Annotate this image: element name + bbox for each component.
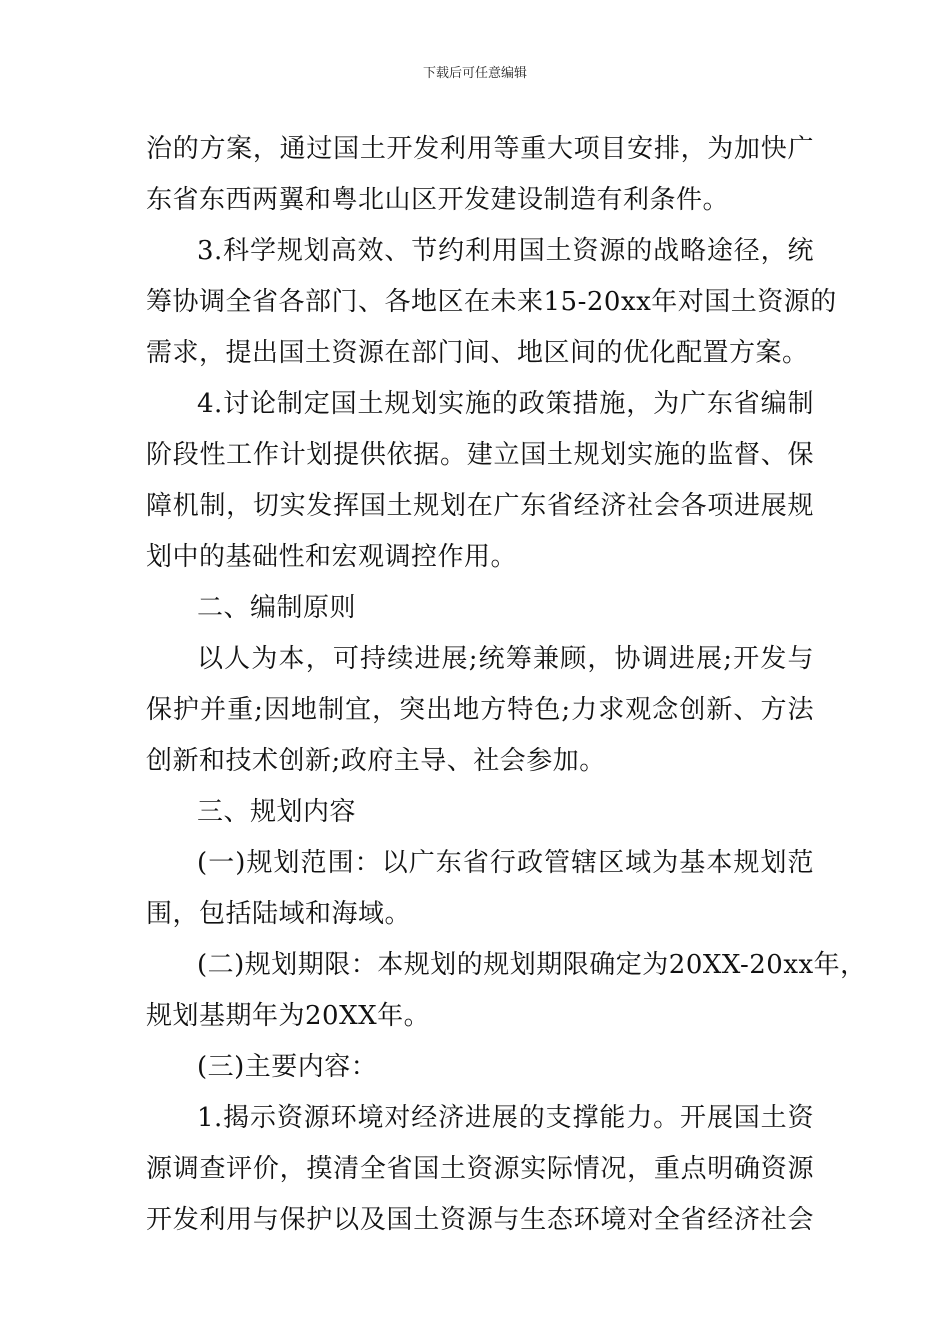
body-line: 障机制，切实发挥国土规划在广东省经济社会各项进展规 bbox=[146, 491, 814, 521]
body-line: 3.科学规划高效、节约利用国土资源的战略途径，统 bbox=[197, 236, 814, 266]
body-line: 围，包括陆域和海域。 bbox=[146, 899, 412, 929]
body-line: 4.讨论制定国土规划实施的政策措施，为广东省编制 bbox=[197, 389, 814, 419]
body-line: 以人为本，可持续进展;统筹兼顾，协调进展;开发与 bbox=[197, 644, 814, 674]
section-heading: 二、编制原则 bbox=[197, 593, 357, 623]
body-line: 治的方案，通过国土开发利用等重大项目安排，为加快广 bbox=[146, 134, 814, 164]
body-line: 划中的基础性和宏观调控作用。 bbox=[146, 542, 518, 572]
body-line: 创新和技术创新;政府主导、社会参加。 bbox=[146, 746, 606, 776]
subsection-heading: (三)主要内容： bbox=[197, 1052, 378, 1082]
body-line: (二)规划期限：本规划的规划期限确定为20XX-20xx年， bbox=[197, 950, 867, 980]
document-body bbox=[146, 124, 867, 1246]
body-line: 需求，提出国土资源在部门间、地区间的优化配置方案。 bbox=[146, 338, 809, 368]
body-line: 规划基期年为20XX年。 bbox=[146, 1001, 431, 1031]
body-line: (一)规划范围：以广东省行政管辖区域为基本规划范 bbox=[197, 848, 814, 878]
body-line: 阶段性工作计划提供依据。建立国土规划实施的监督、保 bbox=[146, 440, 814, 470]
body-line: 筹协调全省各部门、各地区在未来15-20xx年对国土资源的 bbox=[146, 287, 837, 317]
body-line: 1.揭示资源环境对经济进展的支撑能力。开展国土资 bbox=[197, 1103, 814, 1133]
body-line: 东省东西两翼和粤北山区开发建设制造有利条件。 bbox=[146, 185, 730, 215]
section-heading: 三、规划内容 bbox=[197, 797, 357, 827]
body-line: 开发利用与保护以及国土资源与生态环境对全省经济社会 bbox=[146, 1205, 814, 1235]
body-line: 保护并重;因地制宜，突出地方特色;力求观念创新、方法 bbox=[146, 695, 814, 725]
page-header-note: 下载后可任意编辑 bbox=[422, 66, 527, 81]
body-line: 源调查评价，摸清全省国土资源实际情况，重点明确资源 bbox=[146, 1154, 814, 1184]
